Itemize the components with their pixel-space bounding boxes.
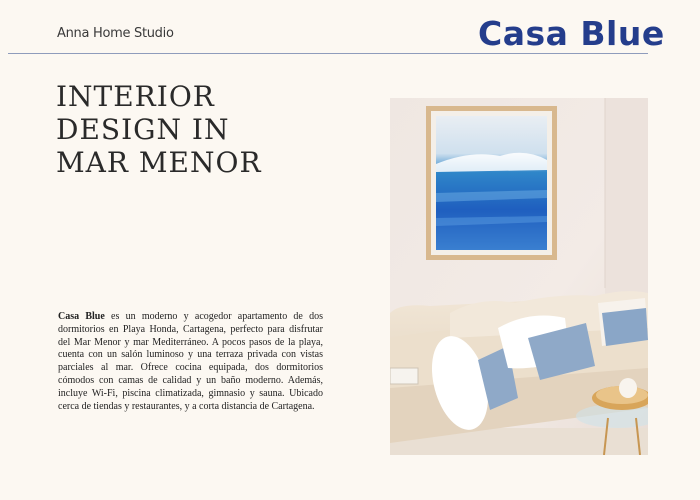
- title-line-3: MAR MENOR: [56, 146, 262, 179]
- page-title: [56, 80, 376, 179]
- description-text: es un moderno y acogedor apartamento de dos dormitorios en Playa Honda, Cartagena, perfecto para disfrutar del Mar Menor y mar Mediterráneo. A pocos pasos de la playa, cuenta con un salón luminoso y una terraza privada con vistas parciales al mar. Ofrece cocina equipada, dos dormitorios cómodos con camas de calidad y un baño moderno. Además, incluye Wi-Fi, piscina climatizada, gimnasio y sauna. Ubicado cerca de tiendas y restaurantes, y a corta distancia de Cartagena.: [58, 311, 324, 412]
- description-paragraph: [58, 311, 323, 413]
- brand-logo: Casa Blue: [478, 14, 665, 53]
- living-room-photo: [390, 98, 648, 455]
- studio-name: Anna Home Studio: [57, 26, 174, 41]
- title-line-2: DESIGN IN: [56, 113, 230, 146]
- description-lead: Casa Blue: [58, 311, 105, 322]
- title-line-1: INTERIOR: [56, 80, 215, 113]
- header-divider: [8, 53, 648, 54]
